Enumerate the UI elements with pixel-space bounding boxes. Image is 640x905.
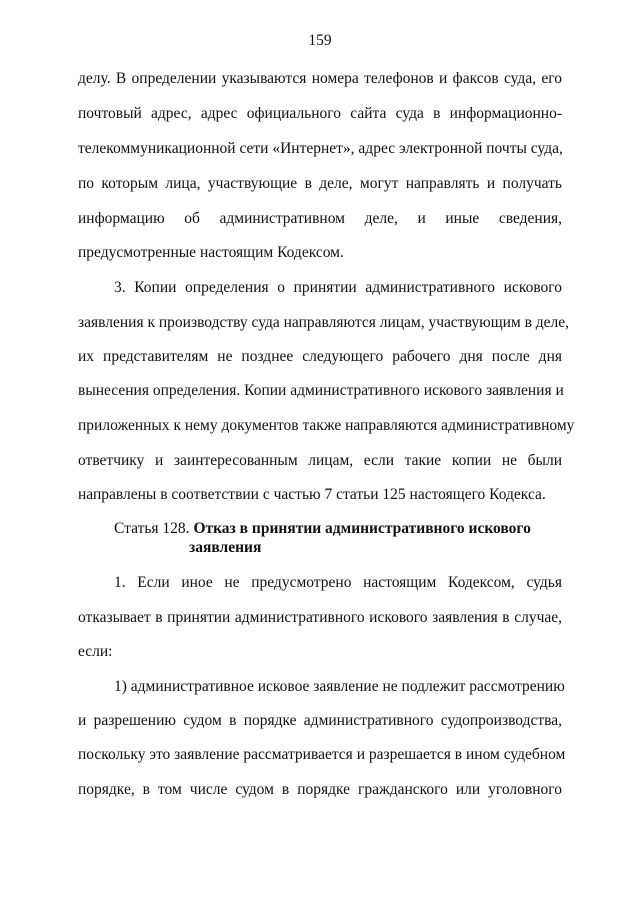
text-line: их представителям не позднее следующего рабочего дня после дня [78, 348, 562, 365]
text-line: 1. Если иное не предусмотрено настоящим Кодексом, судья [114, 574, 562, 591]
article-title: Отказ в принятии административного искового [193, 520, 531, 537]
text-line: делу. В определении указываются номера телефонов и факсов суда, его [78, 70, 562, 87]
text-line: заявления к производству суда направляются лицам, участвующим в деле, [78, 314, 570, 331]
text-line: информацию об административном деле, и иные сведения, [78, 210, 562, 227]
article-heading [114, 519, 531, 556]
text-line: ответчику и заинтересованным лицам, если такие копии не были [78, 452, 562, 469]
text-line: поскольку это заявление рассматривается и разрешается в ином судебном [78, 746, 566, 763]
text-line: вынесения определения. Копии административного искового заявления и [78, 382, 564, 399]
text-line: 3. Копии определения о принятии административного искового [114, 279, 562, 296]
text-line: по которым лица, участвующие в деле, могут направлять и получать [78, 175, 562, 192]
text-line: порядке, в том числе судом в порядке гражданского или уголовного [78, 781, 562, 798]
text-line: отказывает в принятии административного искового заявления в случае, [78, 609, 562, 626]
page-number: 159 [308, 32, 332, 49]
article-title-continued: заявления [189, 539, 262, 556]
text-line: телекоммуникационной сети «Интернет», адрес электронной почты суда, [78, 140, 563, 157]
text-line: почтовый адрес, адрес официального сайта суда в информационно- [78, 105, 562, 122]
text-line: приложенных к нему документов также направляются административному [78, 417, 575, 434]
text-line: и разрешению судом в порядке административного судопроизводства, [78, 712, 562, 729]
text-line: предусмотренные настоящим Кодексом. [78, 244, 344, 261]
text-line: если: [78, 643, 113, 660]
article-number: Статья 128. [114, 520, 194, 537]
text-line: 1) административное исковое заявление не подлежит рассмотрению [114, 678, 565, 695]
text-line: направлены в соответствии с частью 7 статьи 125 настоящего Кодекса. [78, 486, 546, 503]
